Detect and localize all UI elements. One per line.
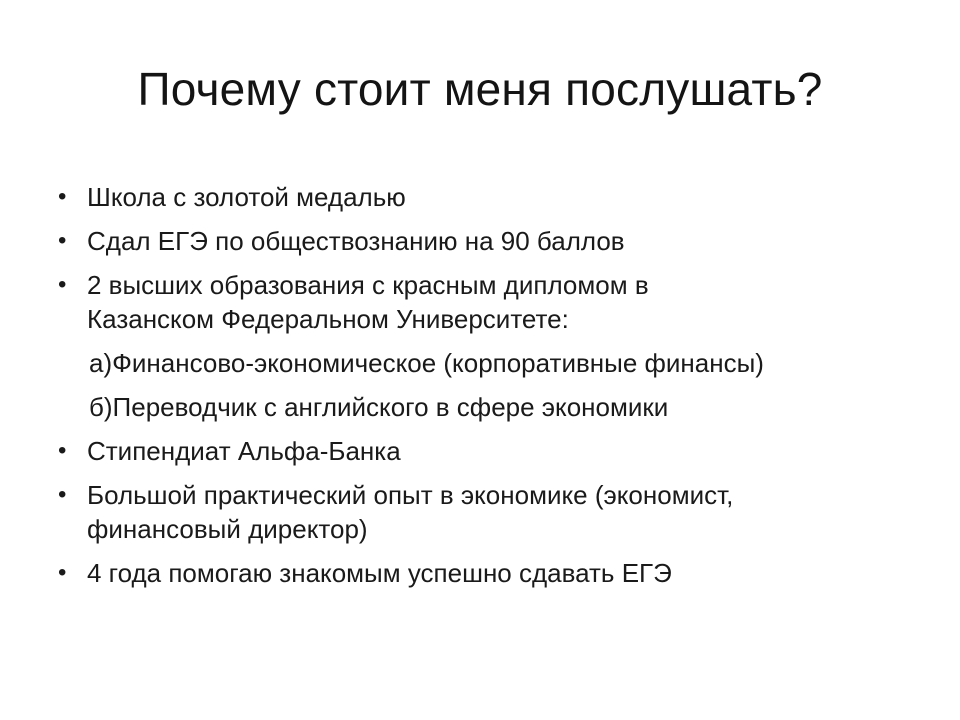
bullet-list xyxy=(58,180,918,600)
bullet-icon: • xyxy=(58,481,67,508)
list-item xyxy=(58,556,918,590)
bullet-icon: • xyxy=(58,271,67,298)
sub-list-item xyxy=(58,390,918,424)
sub-list-item-text: б)Переводчик с английского в сфере экономики xyxy=(89,392,669,422)
sub-list-item-text: а)Финансово-экономическое (корпоративные финансы) xyxy=(89,348,764,378)
list-item-text: Сдал ЕГЭ по обществознанию на 90 баллов xyxy=(87,226,625,256)
list-item xyxy=(58,268,918,336)
list-item xyxy=(58,224,918,258)
list-item xyxy=(58,478,918,546)
bullet-icon: • xyxy=(58,183,67,210)
slide-title: Почему стоит меня послушать? xyxy=(137,63,823,115)
list-item-text: 4 года помогаю знакомым успешно сдавать ЕГЭ xyxy=(87,558,672,588)
list-item-text: Школа с золотой медалью xyxy=(87,182,406,212)
list-item xyxy=(58,180,918,214)
sub-list-item xyxy=(58,346,918,380)
list-item xyxy=(58,434,918,468)
bullet-icon: • xyxy=(58,437,67,464)
list-item-text: 2 высших образования с красным дипломом в Казанском Федеральном Университете: xyxy=(87,270,649,334)
bullet-icon: • xyxy=(58,227,67,254)
list-item-text: Стипендиат Альфа-Банка xyxy=(87,436,401,466)
list-item-text: Большой практический опыт в экономике (экономист, финансовый директор) xyxy=(87,480,734,544)
bullet-icon: • xyxy=(58,559,67,586)
